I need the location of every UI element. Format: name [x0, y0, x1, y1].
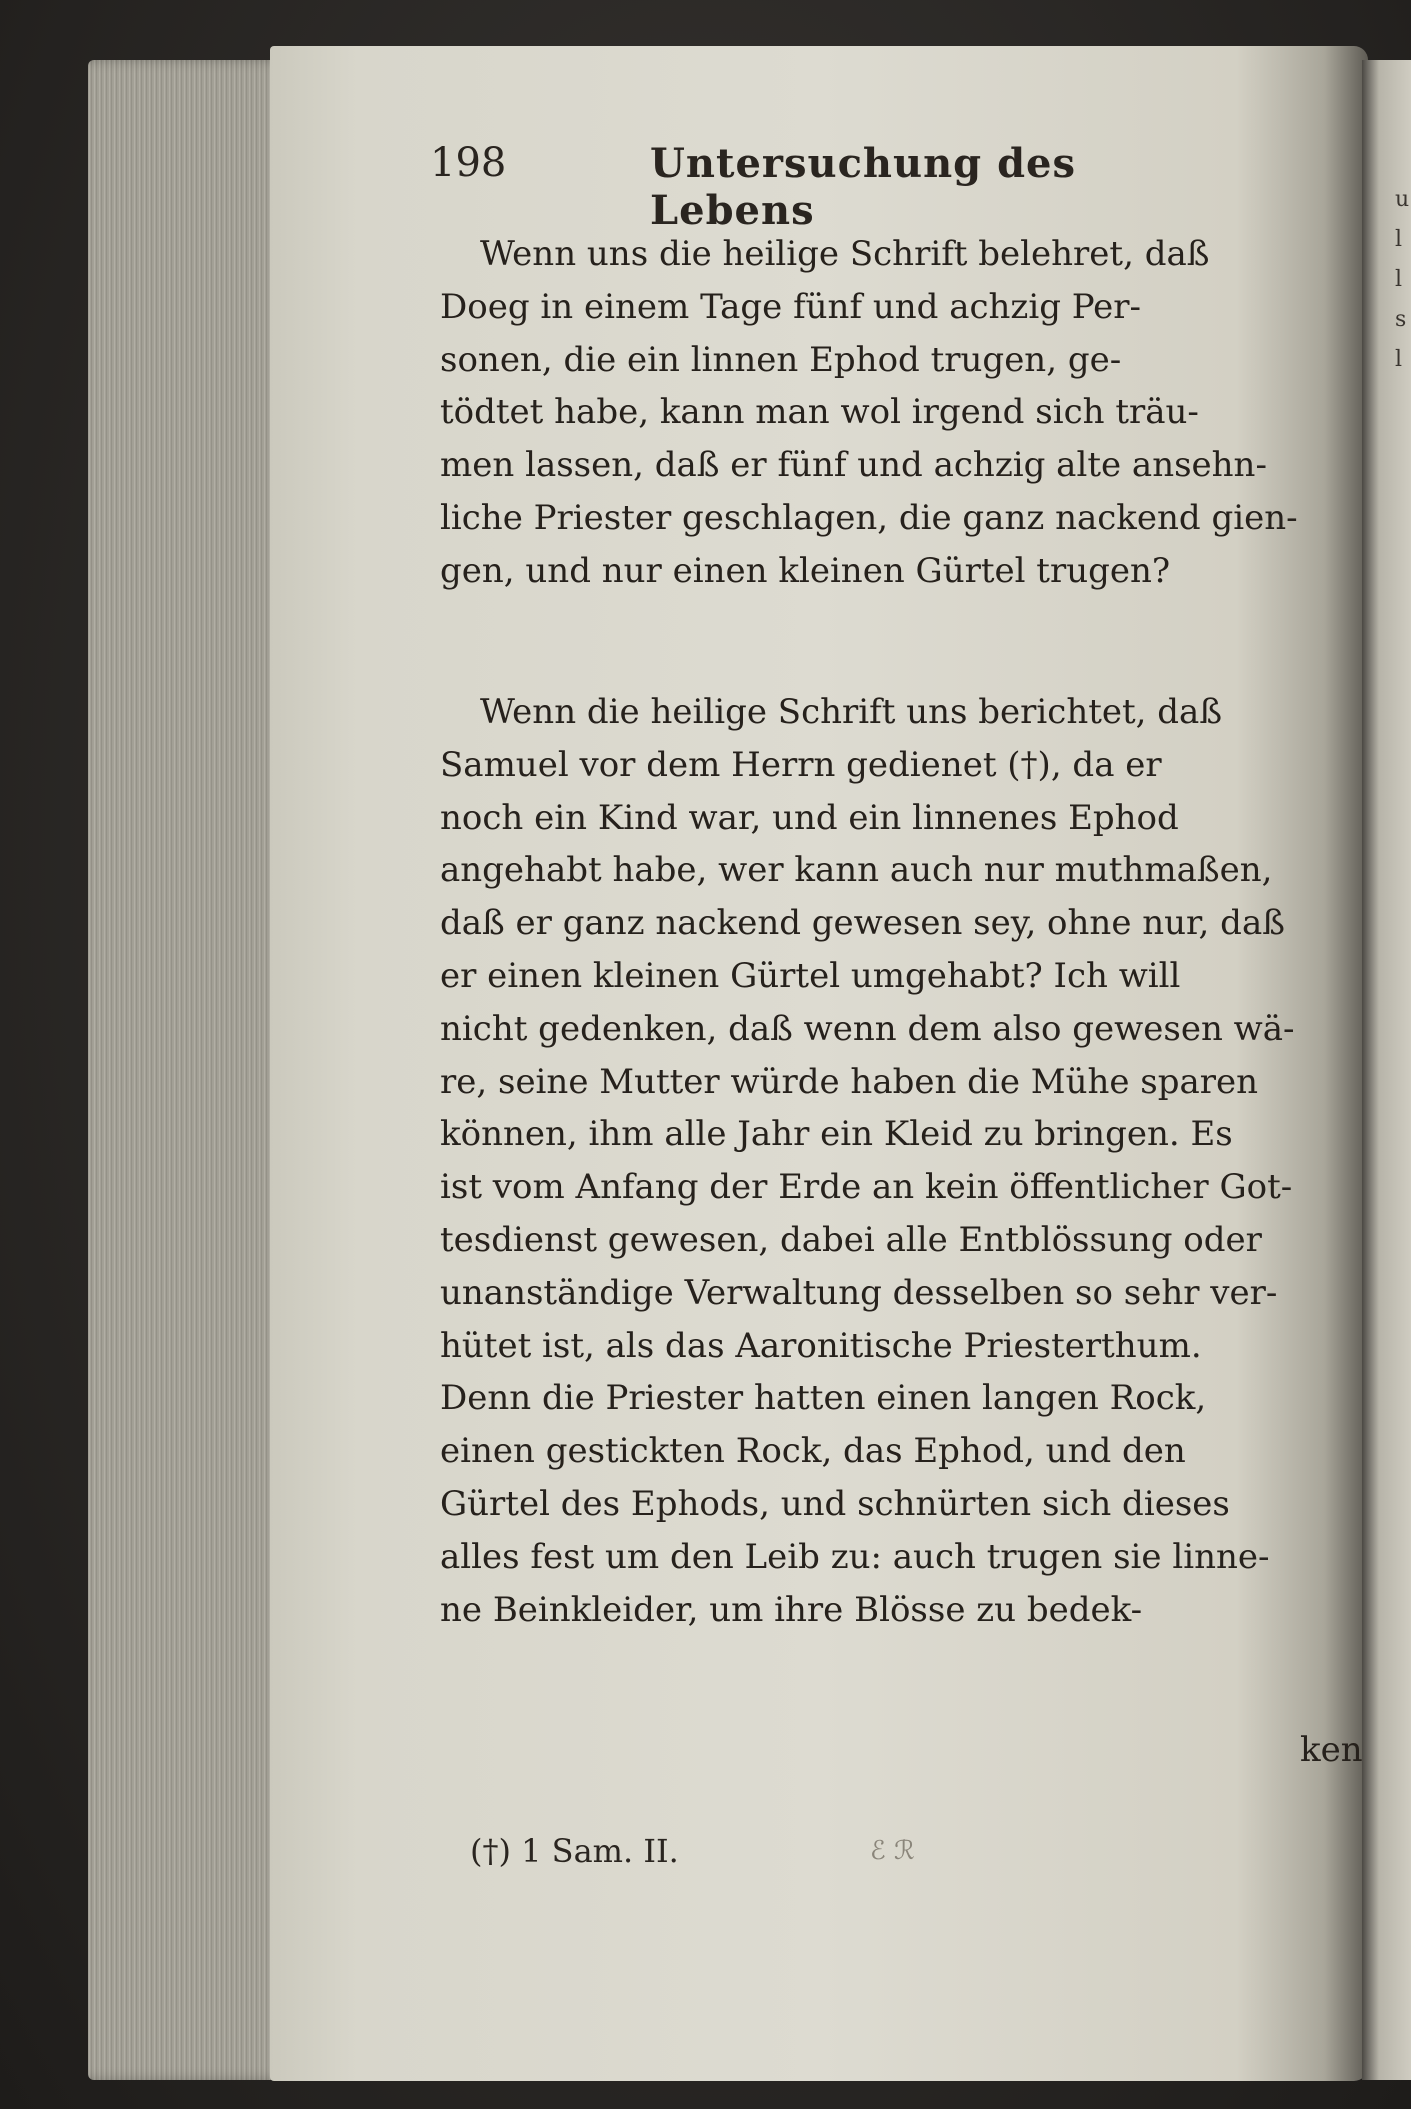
text-line: Samuel vor dem Herrn gedienet (†), da er: [440, 744, 1162, 785]
text-line: angehabt habe, wer kann auch nur muthmaßen,: [440, 850, 1273, 891]
text-line: re, seine Mutter würde haben die Mühe sparen: [440, 1061, 1259, 1102]
text-line: Doeg in einem Tage fünf und achzig Per-: [440, 286, 1141, 327]
text-line: Gürtel des Ephods, und schnürten sich dieses: [440, 1483, 1230, 1524]
text-line: Wenn die heilige Schrift uns berichtet, daß: [480, 692, 1223, 732]
text-line: gen, und nur einen kleinen Gürtel trugen?: [440, 550, 1171, 591]
text-line: noch ein Kind war, und ein linnenes Ephod: [440, 797, 1179, 838]
text-line: unanständige Verwaltung desselben so sehr ver-: [440, 1272, 1278, 1313]
text-line: men lassen, daß er fünf und achzig alte ansehn-: [440, 445, 1267, 486]
text-line: tesdienst gewesen, dabei alle Entblössung oder: [440, 1219, 1262, 1260]
signature-mark: ℰ ℛ: [870, 1836, 915, 1866]
text-line: können, ihm alle Jahr ein Kleid zu bringen. Es: [440, 1114, 1233, 1155]
footnote: (†) 1 Sam. II.: [470, 1832, 679, 1870]
facing-page-text-fragments: u l l s l: [1395, 187, 1410, 372]
text-line: er einen kleinen Gürtel umgehabt? Ich will: [440, 955, 1181, 996]
catchword: ken: [1300, 1730, 1363, 1770]
book-page-edges: [88, 60, 288, 2080]
text-line: ne Beinkleider, um ihre Blösse zu bedek-: [440, 1589, 1143, 1630]
text-line: Wenn uns die heilige Schrift belehret, daß: [480, 234, 1210, 274]
text-line: liche Priester geschlagen, die ganz nackend gien-: [440, 497, 1298, 538]
text-line: daß er ganz nackend gewesen sey, ohne nur, daß: [440, 903, 1285, 944]
running-title: Untersuchung des Lebens: [650, 140, 1076, 234]
text-line: sonen, die ein linnen Ephod trugen, ge-: [440, 339, 1122, 380]
text-line: Denn die Priester hatten einen langen Rock,: [440, 1378, 1207, 1419]
running-head: [430, 140, 1230, 234]
text-line: ist vom Anfang der Erde an kein öffentlicher Got-: [440, 1167, 1293, 1208]
text-line: alles fest um den Leib zu: auch trugen sie linne-: [440, 1536, 1270, 1577]
paragraph-2: [440, 686, 1340, 1636]
paragraph-1: [440, 228, 1340, 598]
page-number: 198: [430, 140, 507, 186]
text-line: tödtet habe, kann man wol irgend sich träu-: [440, 392, 1199, 433]
text-line: einen gestickten Rock, das Ephod, und den: [440, 1431, 1186, 1472]
text-line: nicht gedenken, daß wenn dem also gewesen wä-: [440, 1008, 1295, 1049]
text-line: hütet ist, als das Aaronitische Priesterthum.: [440, 1325, 1202, 1366]
